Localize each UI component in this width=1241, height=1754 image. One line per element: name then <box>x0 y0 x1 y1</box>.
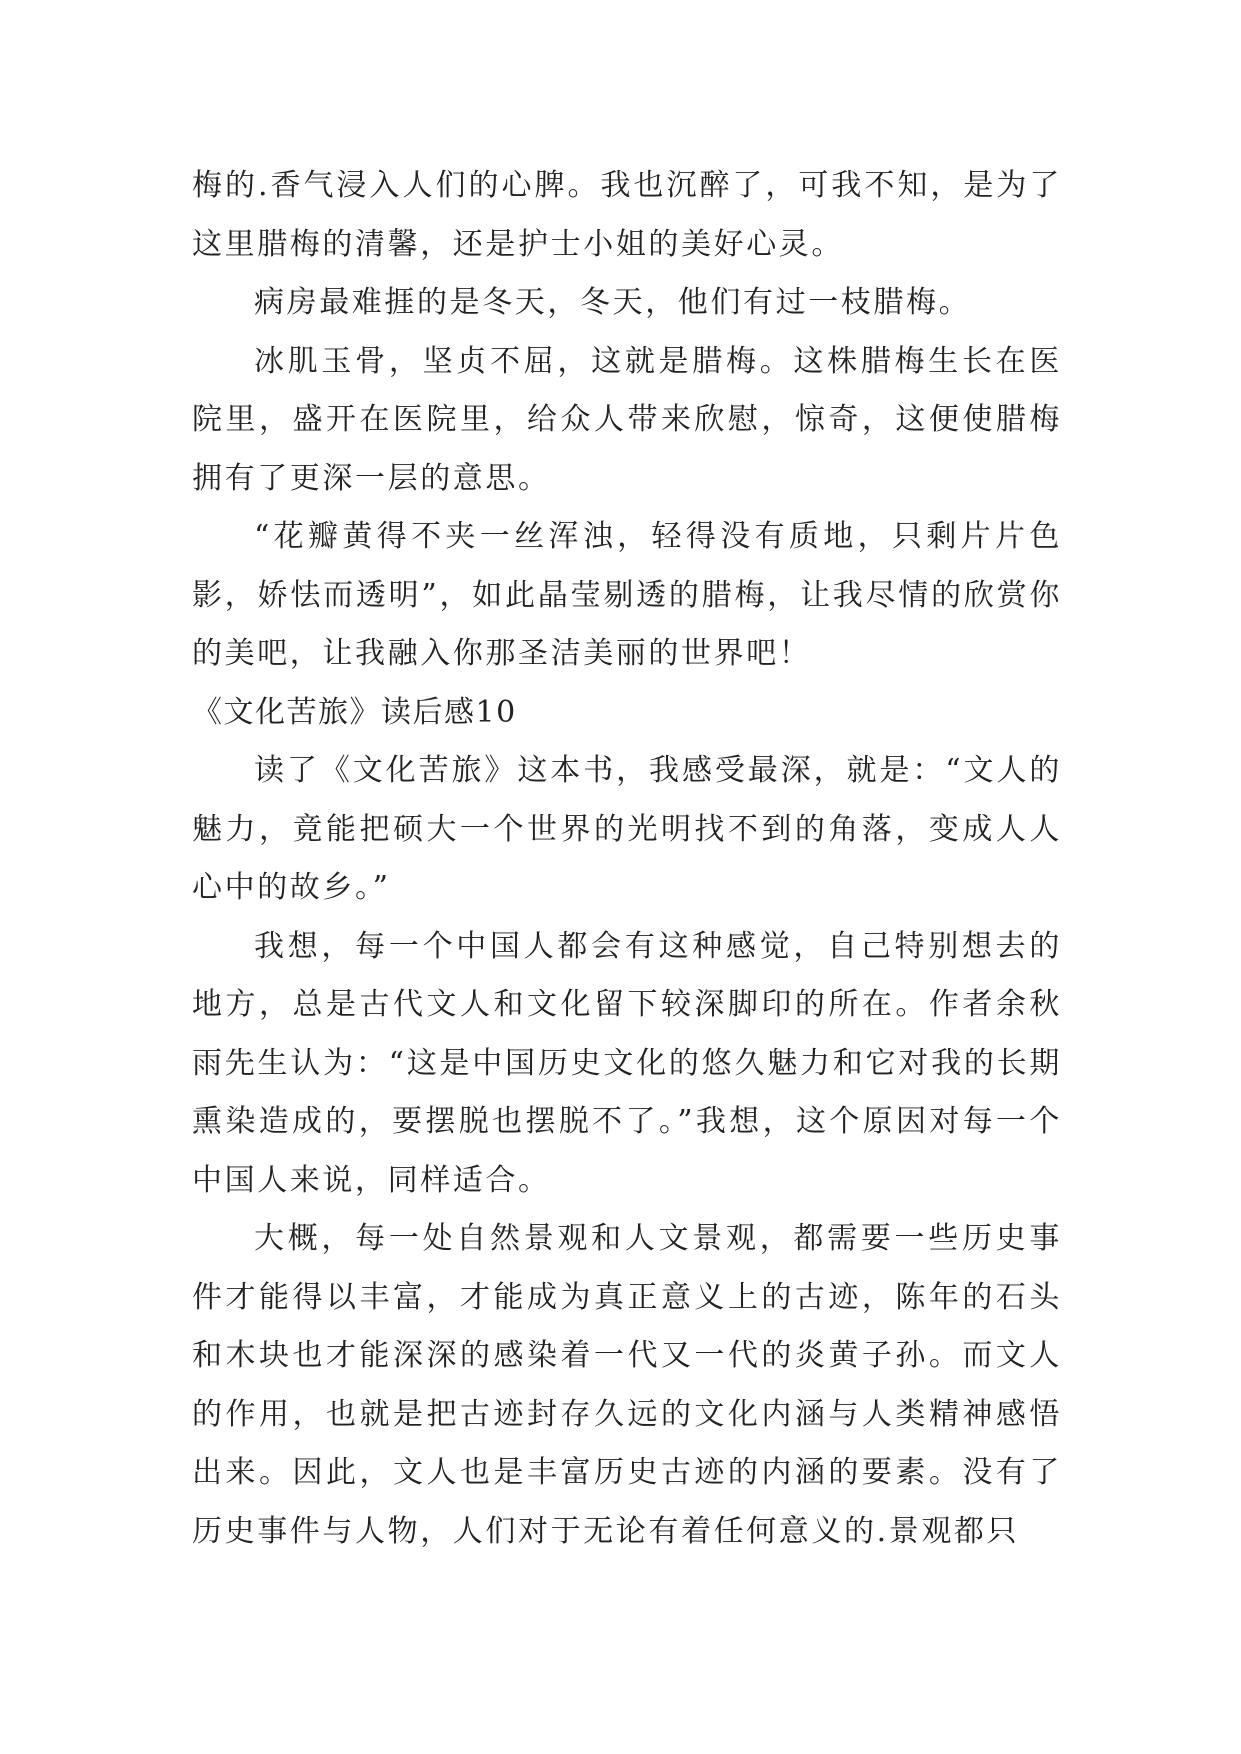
paragraph-2: 病房最难捱的是冬天，冬天，他们有过一枝腊梅。 <box>254 285 972 320</box>
section-paragraph-2: 我想，每一个中国人都会有这种感觉，自己特别想去的地方，总是古代文人和文化留下较深脚印的所在。作者余秋雨先生认为：“这是中国历史文化的悠久魅力和它对我的长期熏染造成的，要摆脱也摆脱不了。”我想，这个原因对每一个中国人来说，同样适合。 <box>192 928 1062 1198</box>
document-body <box>192 157 1062 1561</box>
paragraph-1: 梅的.香气浸入人们的心脾。我也沉醉了，可我不知，是为了这里腊梅的清馨，还是护士小姐的美好心灵。 <box>192 168 1062 262</box>
paragraph-3: 冰肌玉骨，坚贞不屈，这就是腊梅。这株腊梅生长在医院里，盛开在医院里，给众人带来欣慰，惊奇，这便使腊梅拥有了更深一层的意思。 <box>192 343 1062 496</box>
paragraph-4: “花瓣黄得不夹一丝浑浊，轻得没有质地，只剩片片色影，娇怯而透明”，如此晶莹剔透的腊梅，让我尽情的欣赏你的美吧，让我融入你那圣洁美丽的世界吧！ <box>192 519 1062 671</box>
section-paragraph-1: 读了《文化苦旅》这本书，我感受最深，就是：“文人的魅力，竟能把硕大一个世界的光明找不到的角落，变成人人心中的故乡。” <box>192 753 1062 905</box>
section-heading: 《文化苦旅》读后感10 <box>192 694 517 730</box>
section-paragraph-3: 大概，每一处自然景观和人文景观，都需要一些历史事件才能得以丰富，才能成为真正意义上的古迹，陈年的石头和木块也才能深深的感染着一代又一代的炎黄子孙。而文人的作用，也就是把古迹封存久远的文化内涵与人类精神感悟出来。因此，文人也是丰富历史古迹的内涵的要素。没有了历史事件与人物，人们对于无论有着任何意义的.景观都只 <box>192 1221 1062 1549</box>
